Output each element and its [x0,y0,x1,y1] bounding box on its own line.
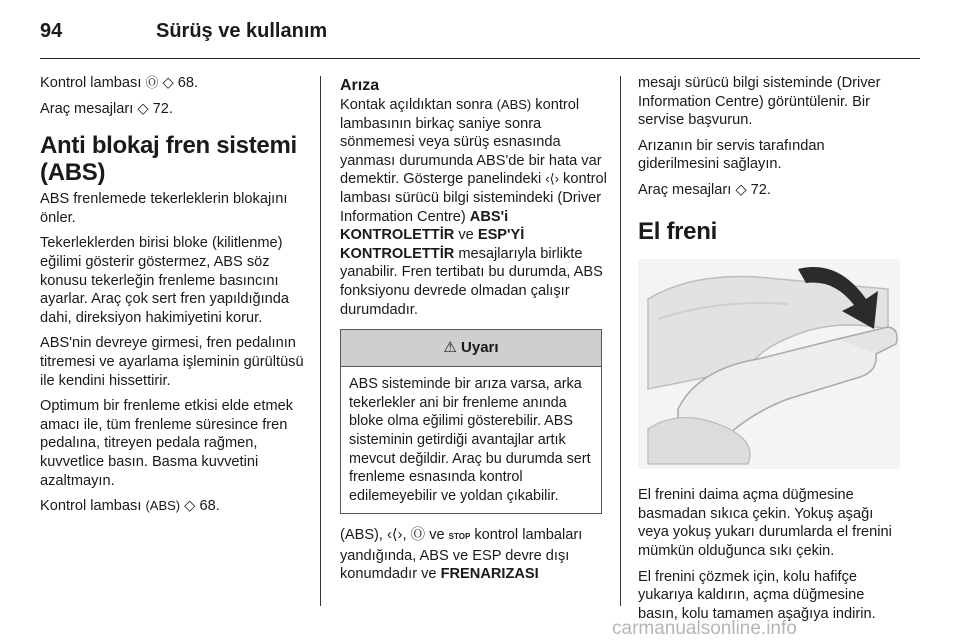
paragraph: ABS frenlemede tekerleklerin blokajını önler. [40,191,288,226]
column-divider-1 [320,76,321,606]
abs-indicator-icon: (ABS) [496,97,532,112]
header-rule [40,58,920,59]
abs-indicator-ref-line: Kontrol lambası (ABS) ◇ 68. [40,498,220,515]
column-2 [340,74,608,591]
messages-ref-line: Araç mesajları ◇ 72. [638,181,771,198]
abs-heading: Anti blokaj fren sistemi (ABS) [40,132,297,187]
paragraph: Tekerleklerden birisi bloke (kilitlenme) eğilimi gösterir göstermez, ABS söz konusu tekerleğin frenleme basıncını ayarlar. Araç çok sert fren yapıldığında dahi, direksiyon hakimiyetini korur. [40,235,290,326]
fault-paragraph: Kontak açıldıktan sonra (ABS) kontrol lambasının birkaç saniye sonra sönmemesi veya sürüş esnasında yanması durumunda ABS'de bir hata var demektir. Gösterge panelindeki ‹⟨› kontrol lambası sürücü bilgi sistemindeki (Driver Information Centre) ABS'i KONTROLETTİR ve ESP'Yİ KONTROLETTİR mesajlarıyla birlikte yanabilir. Fren tertibatı bu durumda, ABS fonksiyonu devrede olmadan çalışır durumdadır. [340,97,607,318]
page-number: 94 [40,20,63,42]
messages-ref-line: Araç mesajları ◇ 72. [40,100,173,117]
watermark: carmanualsonline.info [612,618,797,639]
paragraph: Arızanın bir servis tarafından giderilmesini sağlayın. [638,137,825,173]
message-abs-check: ABS'i KONTROLETTİR [340,208,509,244]
page-header [40,14,920,54]
paragraph: El frenini çözmek için, kolu hafifçe yukarıya kaldırın, açma düğmesine basın, kolu tamamen aşağıya indirin. [638,568,876,622]
paragraph: El frenini daima açma düğmesine basmadan sıkıca çekin. Yokuş aşağı veya yokuş yukarı durumlarda el frenini mümkün olduğunca sıkı çekin. [638,487,892,559]
message-brake-fault: FRENARIZASI [440,566,539,583]
fault-heading: Arıza [340,77,380,94]
column-divider-2 [620,76,621,606]
paragraph: mesajı sürücü bilgi sisteminde (Driver Information Centre) görüntülenir. Bir servise başvurun. [638,75,881,129]
esp-indicator-icon: ‹⟨› [545,171,559,187]
abs-indicator-icon: (ABS) [145,498,181,514]
chapter-title: Sürüş ve kullanım [156,20,328,42]
indicator-ref-line: Kontrol lambası Ⓞ ◇ 68. [40,75,199,91]
column-1 [40,74,308,523]
paragraph: ABS'nin devreye girmesi, fren pedalının titremesi ve ayarlama işleminin gürültüsü ile kendini hissettirir. [40,335,304,389]
parking-brake-heading: El freni [638,217,717,245]
indicators-paragraph: (ABS), ‹⟨›, Ⓞ ve STOP kontrol lambaları yandığında, ABS ve ESP devre dışı konumdadır ve FRENARIZASI [340,527,583,583]
column-3 [638,74,904,630]
message-esp-check: ESP'Yİ KONTROLETTİR [340,227,525,262]
warning-title: ⚠ Uyarı [341,330,601,367]
paragraph: Optimum bir frenleme etkisi elde etmek amacı ile, tüm frenleme süresince fren pedalına, titreyen pedala rağmen, kuvvetlice basın. Basma kuvvetini azaltmayın. [40,398,294,489]
warning-body: ABS sisteminde bir arıza varsa, arka tekerlekler ani bir frenleme anında bloke olma eğilimi gösterebilir. ABS sisteminin getirdiği avantajlar artık mevcut değildir. Araç bu durumda sert frenleme esnasında kontrol edilemeyebilir ve yoldan çıkabilir. [349,376,591,504]
tcs-indicator-icon: Ⓞ [145,75,159,90]
stop-indicator-icon: STOP [448,532,471,542]
parking-brake-illustration [638,259,900,469]
warning-box [340,329,602,514]
